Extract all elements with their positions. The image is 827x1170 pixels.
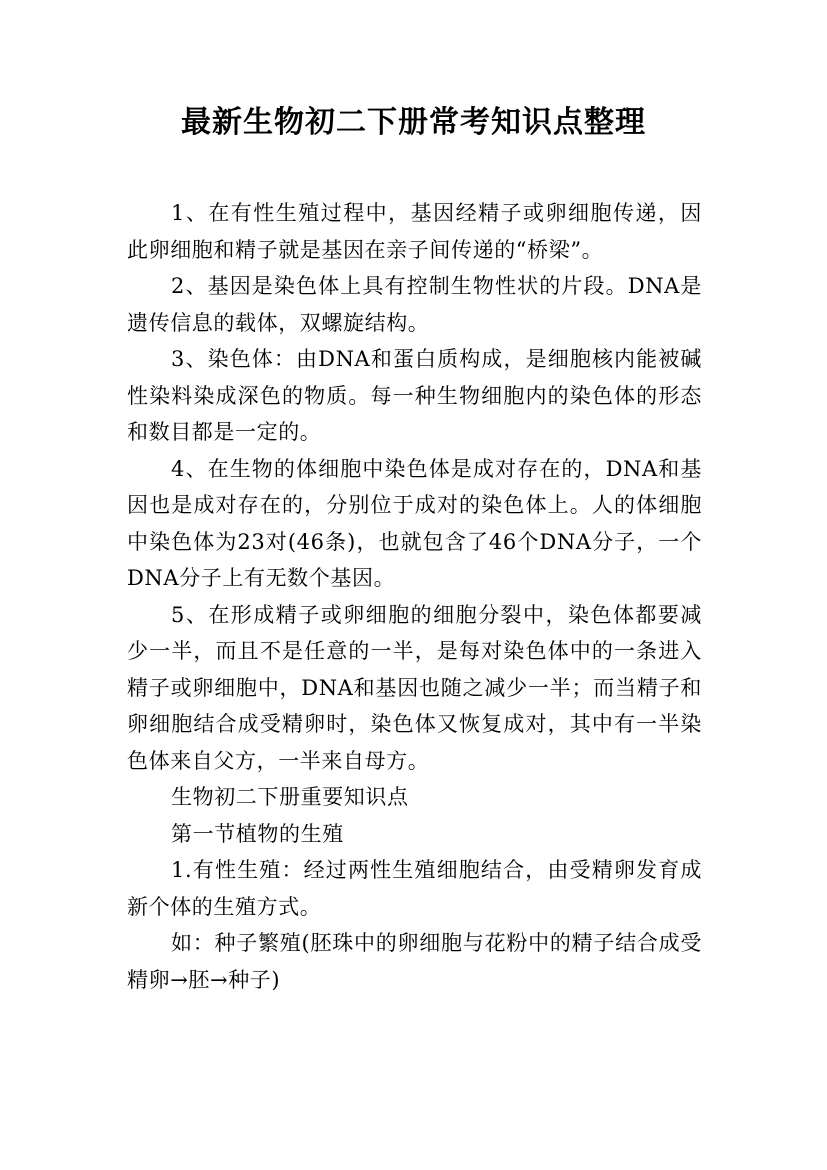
document-title: 最新生物初二下册常考知识点整理	[181, 105, 646, 140]
paragraph-4: 4、在生物的体细胞中染色体是成对存在的，DNA和基因也是成对存在的，分别位于成对的染色体上。人的体细胞中染色体为23对(46条)，也就包含了46个DNA分子，一个DNA分子上有无数个基因。	[127, 456, 702, 590]
paragraph-1: 1、在有性生殖过程中，基因经精子或卵细胞传递，因此卵细胞和精子就是基因在亲子间传递的“桥梁”。	[127, 201, 702, 262]
subsection-heading: 第一节植物的生殖	[171, 821, 344, 846]
document-body	[127, 195, 702, 998]
paragraph-5: 5、在形成精子或卵细胞的细胞分裂中，染色体都要减少一半，而且不是任意的一半，是每对染色体中的一条进入精子或卵细胞中，DNA和基因也随之减少一半；而当精子和卵细胞结合成受精卵时，染色体又恢复成对，其中有一半染色体来自父方，一半来自母方。	[127, 602, 702, 773]
paragraph-3: 3、染色体：由DNA和蛋白质构成，是细胞核内能被碱性染料染成深色的物质。每一种生物细胞内的染色体的形态和数目都是一定的。	[127, 347, 702, 444]
paragraph-2: 2、基因是染色体上具有控制生物性状的片段。DNA是遗传信息的载体，双螺旋结构。	[127, 274, 702, 335]
paragraph-7: 如：种子繁殖(胚珠中的卵细胞与花粉中的精子结合成受精卵→胚→种子)	[127, 931, 702, 992]
section-heading: 生物初二下册重要知识点	[171, 785, 409, 809]
paragraph-6: 1.有性生殖：经过两性生殖细胞结合，由受精卵发育成新个体的生殖方式。	[127, 858, 702, 919]
